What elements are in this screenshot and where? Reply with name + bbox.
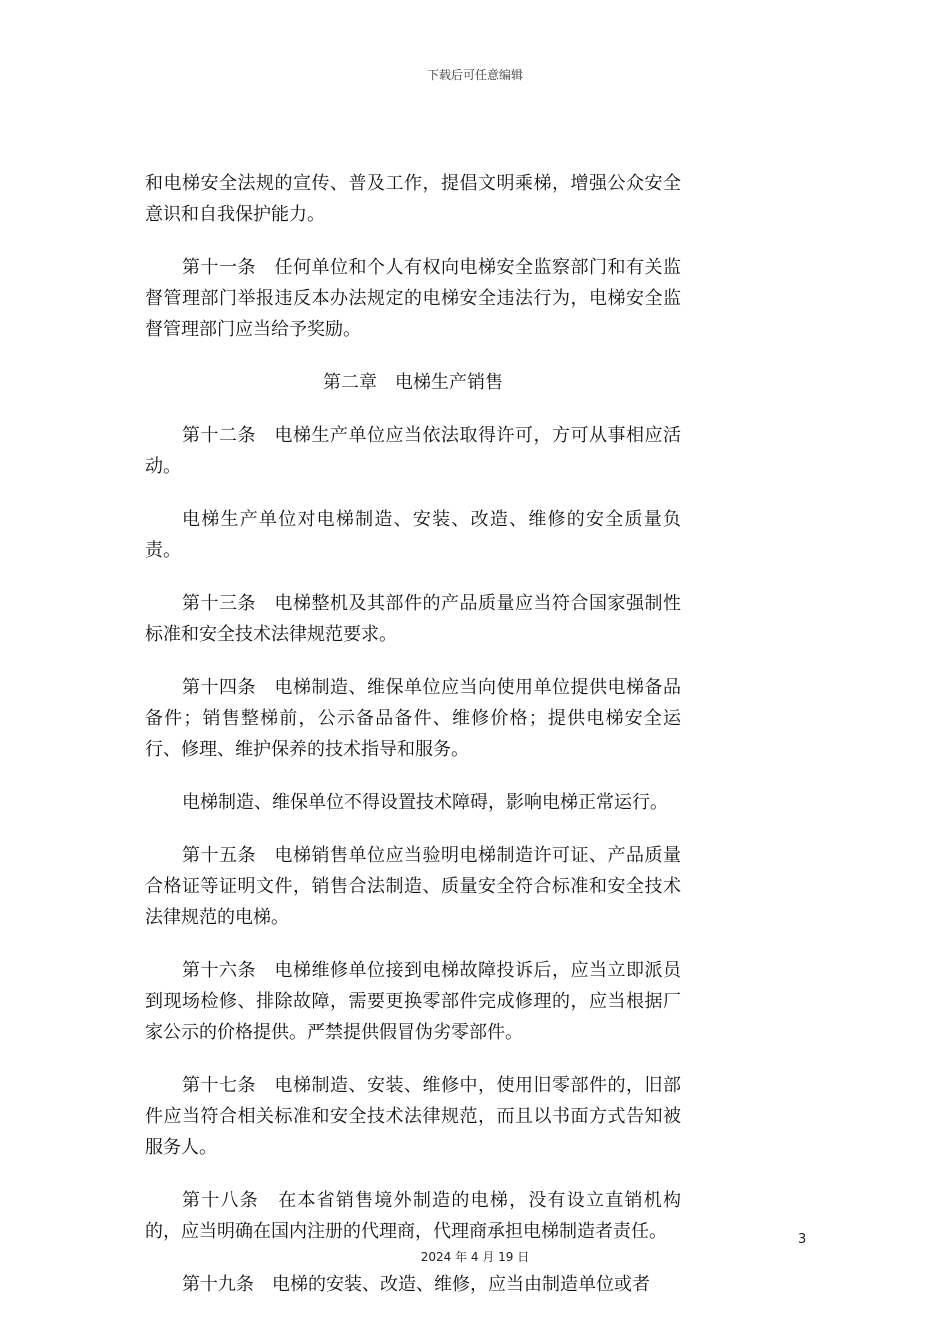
- paragraph-continuation: 和电梯安全法规的宣传、普及工作，提倡文明乘梯，增强公众安全意识和自我保护能力。: [145, 173, 681, 225]
- article-11: 第十一条 任何单位和个人有权向电梯安全监察部门和有关监督管理部门举报违反本办法规定的电梯安全违法行为，电梯安全监督管理部门应当给予奖励。: [145, 257, 681, 340]
- article-15: 第十五条 电梯销售单位应当验明电梯制造许可证、产品质量合格证等证明文件，销售合法制造、质量安全符合标准和安全技术法律规范的电梯。: [145, 845, 681, 928]
- document-body: [145, 168, 681, 1322]
- footer-date: 2024 年 4 月 19 日: [420, 1250, 530, 1264]
- article-14-paragraph-2: 电梯制造、维保单位不得设置技术障碍，影响电梯正常运行。: [182, 792, 668, 813]
- article-17: 第十七条 电梯制造、安装、维修中，使用旧零部件的，旧部件应当符合相关标准和安全技术法律规范，而且以书面方式告知被服务人。: [145, 1075, 681, 1158]
- article-19: 第十九条 电梯的安装、改造、维修，应当由制造单位或者: [182, 1274, 650, 1295]
- article-16: 第十六条 电梯维修单位接到电梯故障投诉后，应当立即派员到现场检修、排除故障，需要更换零部件完成修理的，应当根据厂家公示的价格提供。严禁提供假冒伪劣零部件。: [145, 960, 681, 1043]
- chapter-heading: 第二章 电梯生产销售: [323, 372, 503, 393]
- article-18: 第十八条 在本省销售境外制造的电梯，没有设立直销机构的，应当明确在国内注册的代理商，代理商承担电梯制造者责任。: [145, 1190, 681, 1242]
- article-13: 第十三条 电梯整机及其部件的产品质量应当符合国家强制性标准和安全技术法律规范要求。: [145, 593, 681, 645]
- article-12: 第十二条 电梯生产单位应当依法取得许可，方可从事相应活动。: [145, 425, 681, 477]
- page-header: 下载后可任意编辑: [426, 68, 523, 82]
- article-14: 第十四条 电梯制造、维保单位应当向使用单位提供电梯备品备件；销售整梯前，公示备品备件、维修价格；提供电梯安全运行、修理、维护保养的技术指导和服务。: [145, 677, 681, 760]
- article-12-paragraph-2: 电梯生产单位对电梯制造、安装、改造、维修的安全质量负责。: [145, 509, 681, 561]
- page-number: 3: [798, 1232, 807, 1247]
